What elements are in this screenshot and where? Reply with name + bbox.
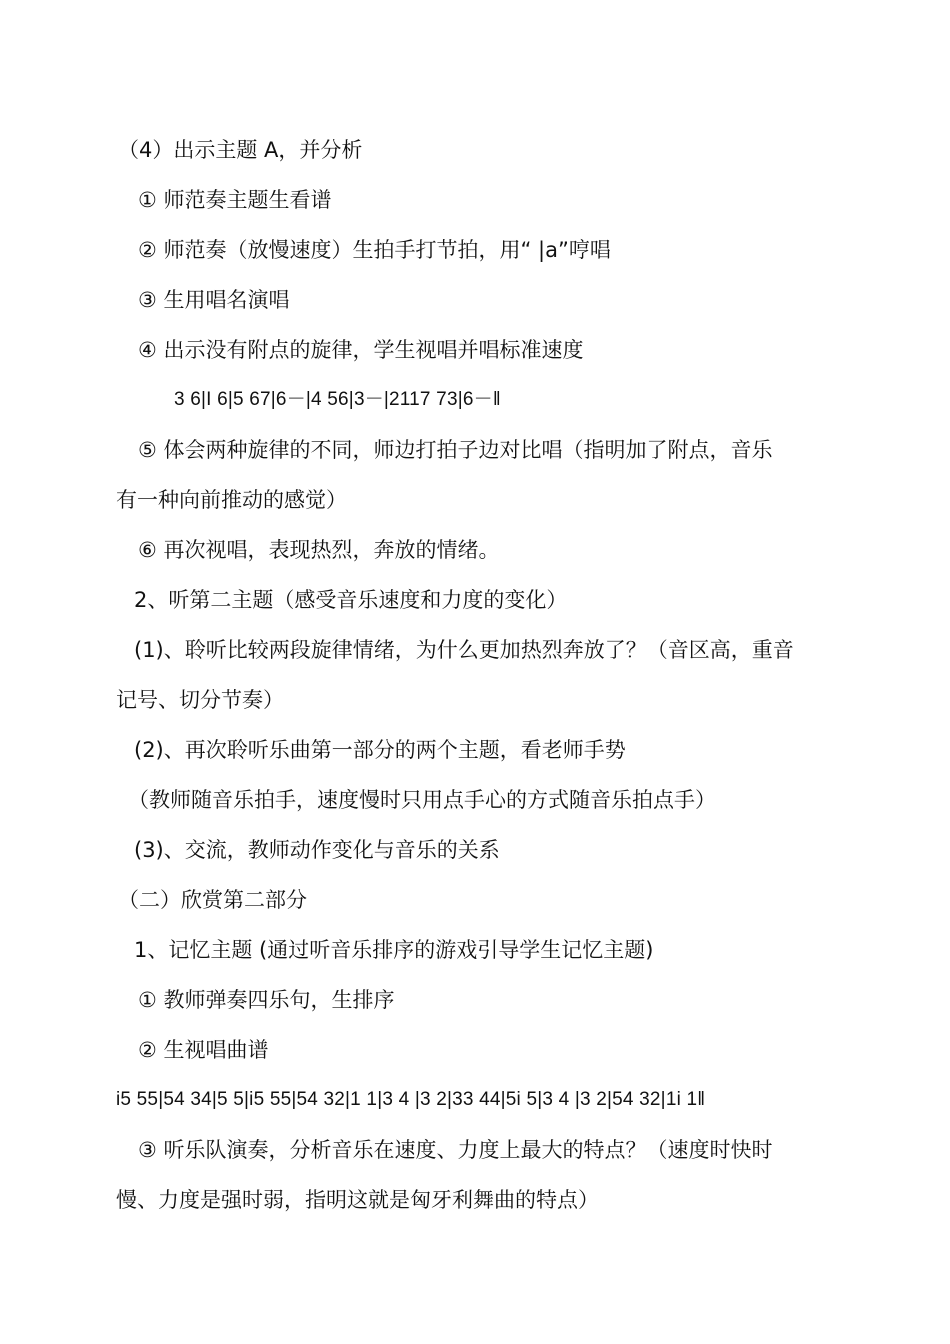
melody-notation-2: i5 55|54 34|5 5|i5 55|54 32|1 1|3 4 |3 2|33 44|5i 5|3 4 |3 2|54 32|1i 1‖ <box>116 1089 706 1110</box>
step-1-teacher-demo: ① 师范奏主题生看谱 <box>138 188 332 212</box>
heading-part-two: （二）欣赏第二部分 <box>118 888 307 912</box>
step-1-teacher-plays: ① 教师弹奏四乐句，生排序 <box>138 988 395 1012</box>
item-3-discuss: (3)、交流，教师动作变化与音乐的关系 <box>134 838 500 862</box>
step-5-continued: 有一种向前推动的感觉） <box>116 488 347 512</box>
step-4-no-dot-melody: ④ 出示没有附点的旋律，学生视唱并唱标准速度 <box>138 338 584 362</box>
step-3-continued: 慢、力度是强时弱，指明这就是匈牙利舞曲的特点） <box>116 1188 599 1212</box>
step-2-slow-demo: ② 师范奏（放慢速度）生拍手打节拍，用“ |a”哼唱 <box>138 238 611 262</box>
item-2-listen-again: (2)、再次聆听乐曲第一部分的两个主题，看老师手势 <box>134 738 626 762</box>
step-6-sing-again: ⑥ 再次视唱，表现热烈，奔放的情绪。 <box>138 538 500 562</box>
heading-theme-a: （4）出示主题 A，并分析 <box>118 138 363 162</box>
heading-second-theme: 2、听第二主题（感受音乐速度和力度的变化） <box>134 588 568 612</box>
step-3-sing-solfege: ③ 生用唱名演唱 <box>138 288 290 312</box>
heading-memory-theme: 1、记忆主题 (通过听音乐排序的游戏引导学生记忆主题) <box>134 938 654 962</box>
step-3-listen-band: ③ 听乐队演奏，分析音乐在速度、力度上最大的特点？（速度时快时 <box>138 1138 773 1162</box>
item-2-note: （教师随音乐拍手，速度慢时只用点手心的方式随音乐拍点手） <box>128 788 716 812</box>
item-1-continued: 记号、切分节奏） <box>116 688 284 712</box>
step-2-sight-sing: ② 生视唱曲谱 <box>138 1038 269 1062</box>
step-5-compare: ⑤ 体会两种旋律的不同，师边打拍子边对比唱（指明加了附点，音乐 <box>138 438 773 462</box>
item-1-listen-compare: (1)、聆听比较两段旋律情绪，为什么更加热烈奔放了？（音区高，重音 <box>134 638 794 662</box>
melody-notation-1: 3 6|I 6|5 67|6－|4 56|3－|2117 73|6－‖ <box>174 389 501 410</box>
